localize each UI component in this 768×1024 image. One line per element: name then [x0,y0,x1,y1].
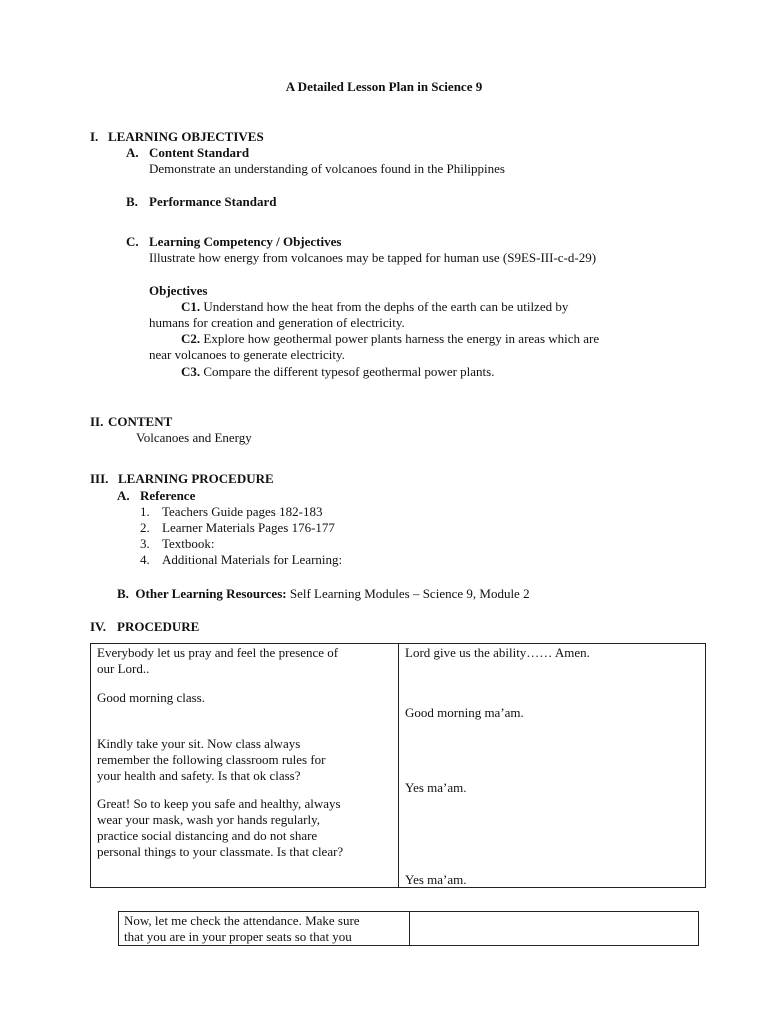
teacher-line: remember the following classroom rules for [97,752,326,767]
student-line: Yes ma’am. [405,872,467,887]
section-2-numeral: II. [90,414,104,429]
other-resources-heading: Other Learning Resources: [135,586,287,601]
objective-c2-line2: near volcanoes to generate electricity. [149,347,345,362]
teacher-line: wear your mask, wash yor hands regularly, [97,812,320,827]
section-2-heading: CONTENT [108,414,173,429]
attendance-table [118,911,699,946]
reference-letter: A. [117,488,130,503]
reference-num-3: 3. [140,536,150,551]
objective-c3-line1: Compare the different typesof geothermal power plants. [203,364,495,379]
procedure-table [90,643,706,888]
content-standard-text: Demonstrate an understanding of volcanoes found in the Philippines [149,161,505,176]
performance-standard-heading: Performance Standard [149,194,277,209]
teacher-line: Great! So to keep you safe and healthy, always [97,796,341,811]
reference-item-2: Learner Materials Pages 176-177 [162,520,335,535]
other-resources-text: Self Learning Modules – Science 9, Module 2 [286,586,530,601]
reference-num-2: 2. [140,520,150,535]
teacher-line: that you are in your proper seats so that you [124,929,352,944]
learning-competency-text: Illustrate how energy from volcanoes may be tapped for human use (S9ES-III-c-d-29) [149,250,597,265]
student-line: Yes ma’am. [405,780,467,795]
section-1-heading: LEARNING OBJECTIVES [108,129,264,144]
reference-item-4: Additional Materials for Learning: [162,552,343,567]
teacher-line: Kindly take your sit. Now class always [97,736,301,751]
section-3-numeral: III. [90,471,109,486]
student-line: Good morning ma’am. [405,705,524,720]
objective-c1-label: C1. [181,299,201,314]
reference-item-3: Textbook: [162,536,215,551]
reference-item-1: Teachers Guide pages 182-183 [162,504,323,519]
objective-c1-line1: Understand how the heat from the dephs of the earth can be utilzed by [203,299,569,314]
section-1-numeral: I. [90,129,99,144]
teacher-line: practice social distancing and do not share [97,828,318,843]
objective-c1 [181,299,568,315]
learning-competency-heading: Learning Competency / Objectives [149,234,342,249]
table-divider [409,912,410,945]
teacher-line: Now, let me check the attendance. Make sure [124,913,360,928]
document-title: A Detailed Lesson Plan in Science 9 [285,79,483,94]
item-c-letter: C. [126,234,139,249]
objective-c2 [181,331,599,347]
item-a-letter: A. [126,145,139,160]
section-4-heading: PROCEDURE [117,619,200,634]
reference-heading: Reference [140,488,196,503]
reference-num-1: 1. [140,504,150,519]
teacher-line: Good morning class. [97,690,205,705]
teacher-line: Everybody let us pray and feel the presence of [97,645,339,660]
objective-c2-line1: Explore how geothermal power plants harness the energy in areas which are [203,331,600,346]
item-b-letter: B. [126,194,138,209]
content-standard-heading: Content Standard [149,145,250,160]
objective-c2-label: C2. [181,331,201,346]
objective-c3 [181,364,494,380]
table-divider [398,644,399,887]
objective-c3-label: C3. [181,364,201,379]
student-line: Lord give us the ability…… Amen. [405,645,590,660]
objective-c1-line2: humans for creation and generation of electricity. [149,315,405,330]
teacher-line: our Lord.. [97,661,150,676]
section-3-heading: LEARNING PROCEDURE [118,471,274,486]
teacher-line: personal things to your classmate. Is that clear? [97,844,344,859]
reference-num-4: 4. [140,552,150,567]
teacher-line: your health and safety. Is that ok class? [97,768,301,783]
content-text: Volcanoes and Energy [136,430,252,445]
other-resources-letter: B. [117,586,129,601]
objectives-heading: Objectives [149,283,208,298]
section-4-numeral: IV. [90,619,107,634]
other-resources [117,586,530,602]
